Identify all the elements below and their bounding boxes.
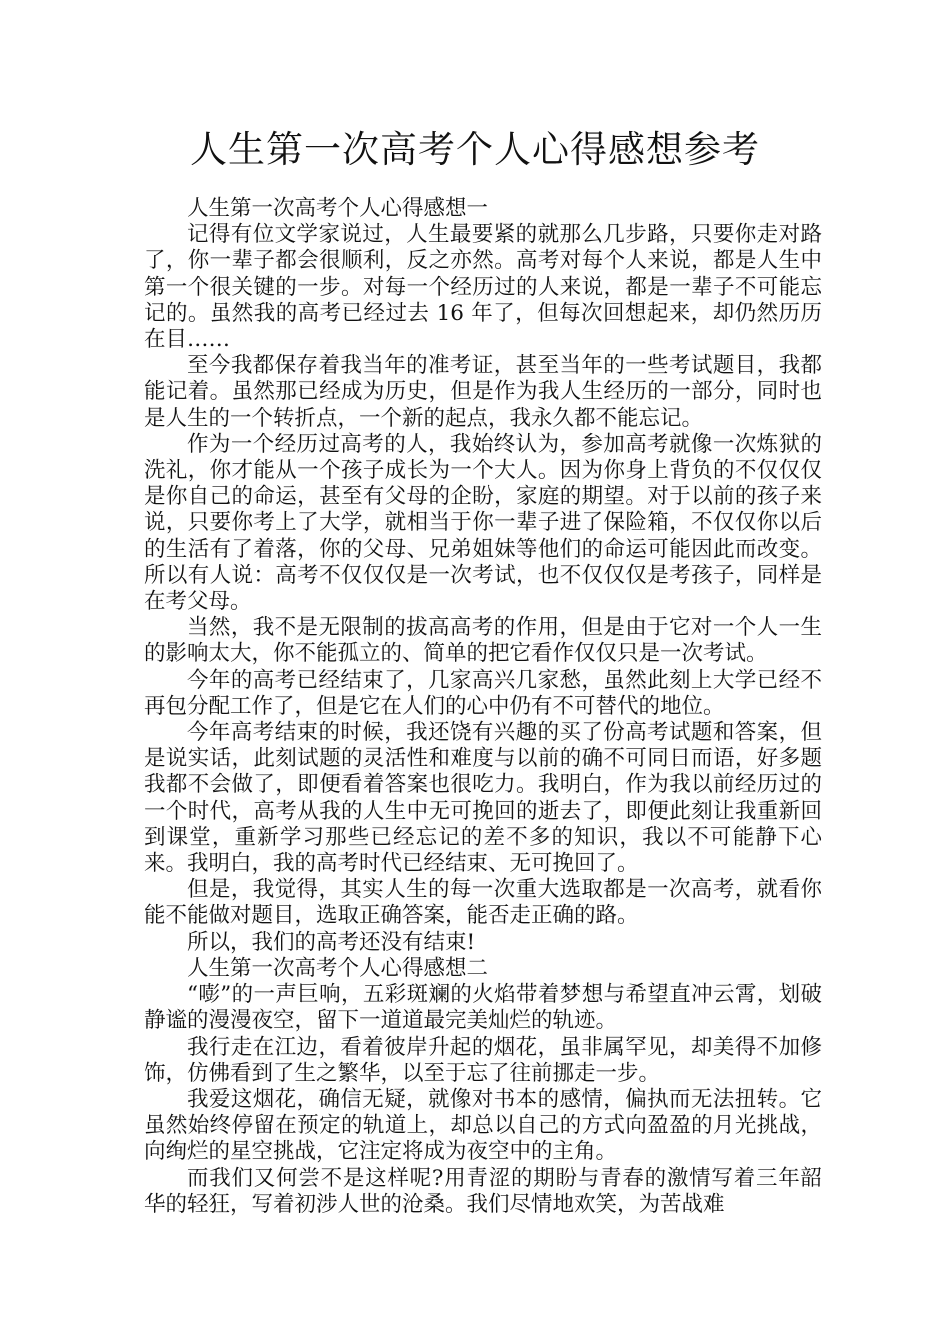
paragraph: 今年的高考已经结束了，几家高兴几家愁，虽然此刻上大学已经不再包分配工作了，但是它在人们的心中仍有不可替代的地位。 <box>144 667 822 719</box>
paragraph: 记得有位文学家说过，人生最要紧的就那么几步路，只要你走对路了，你一辈子都会很顺利，反之亦然。高考对每个人来说，都是人生中第一个很关键的一步。对每一个经历过的人来说，都是一辈子不可能忘记的。虽然我的高考已经过去 16 年了，但每次回想起来，却仍然历历在目…… <box>144 222 822 353</box>
paragraph: 至今我都保存着我当年的准考证，甚至当年的一些考试题目，我都能记着。虽然那已经成为历史，但是作为我人生经历的一部分，同时也是人生的一个转折点，一个新的起点，我永久都不能忘记。 <box>144 353 822 431</box>
paragraph: 作为一个经历过高考的人，我始终认为，参加高考就像一次炼狱的洗礼，你才能从一个孩子成长为一个大人。因为你身上背负的不仅仅仅是你自己的命运，甚至有父母的企盼，家庭的期望。对于以前的孩子来说，只要你考上了大学，就相当于你一辈子进了保险箱，不仅仅你以后的生活有了着落，你的父母、兄弟姐妹等他们的命运可能因此而改变。所以有人说：高考不仅仅仅是一次考试，也不仅仅仅是考孩子，同样是在考父母。 <box>144 431 822 615</box>
section-heading-1: 人生第一次高考个人心得感想一 <box>187 196 489 221</box>
paragraph: 我爱这烟花，确信无疑，就像对书本的感情，偏执而无法扭转。它虽然始终停留在预定的轨道上，却总以自己的方式向盈盈的月光挑战，向绚烂的星空挑战，它注定将成为夜空中的主角。 <box>144 1086 822 1165</box>
paragraph: “嘭”的一声巨响，五彩斑斓的火焰带着梦想与希望直冲云霄，划破静谧的漫漫夜空，留下一道道最完美灿烂的轨迹。 <box>144 982 822 1034</box>
paragraph: 今年高考结束的时候，我还饶有兴趣的买了份高考试题和答案，但是说实话，此刻试题的灵活性和难度与以前的确不可同日而语，好多题我都不会做了，即便看着答案也很吃力。我明白，作为我以前经历过的一个时代，高考从我的人生中无可挽回的逝去了，即便此刻让我重新回到课堂，重新学习那些已经忘记的差不多的知识，我以不可能静下心来。我明白，我的高考时代已经结束、无可挽回了。 <box>144 720 822 877</box>
paragraph: 但是，我觉得，其实人生的每一次重大选取都是一次高考，就看你能不能做对题目，选取正确答案，能否走正确的路。 <box>144 877 822 929</box>
paragraph: 当然，我不是无限制的拔高高考的作用，但是由于它对一个人一生的影响太大，你不能孤立的、简单的把它看作仅仅只是一次考试。 <box>144 615 822 667</box>
paragraph: 而我们又何尝不是这样呢?用青涩的期盼与青春的激情写着三年韶华的轻狂，写着初涉人世的沧桑。我们尽情地欢笑，为苦战难 <box>144 1165 822 1217</box>
paragraph: 所以，我们的高考还没有结束! <box>187 929 476 955</box>
document-body <box>144 196 822 1218</box>
document-title: 人生第一次高考个人心得感想参考 <box>190 128 760 171</box>
section-heading-2: 人生第一次高考个人心得感想二 <box>187 955 489 981</box>
paragraph: 我行走在江边，看着彼岸升起的烟花，虽非属罕见，却美得不加修饰，仿佛看到了生之繁华，以至于忘了往前挪走一步。 <box>144 1034 822 1086</box>
